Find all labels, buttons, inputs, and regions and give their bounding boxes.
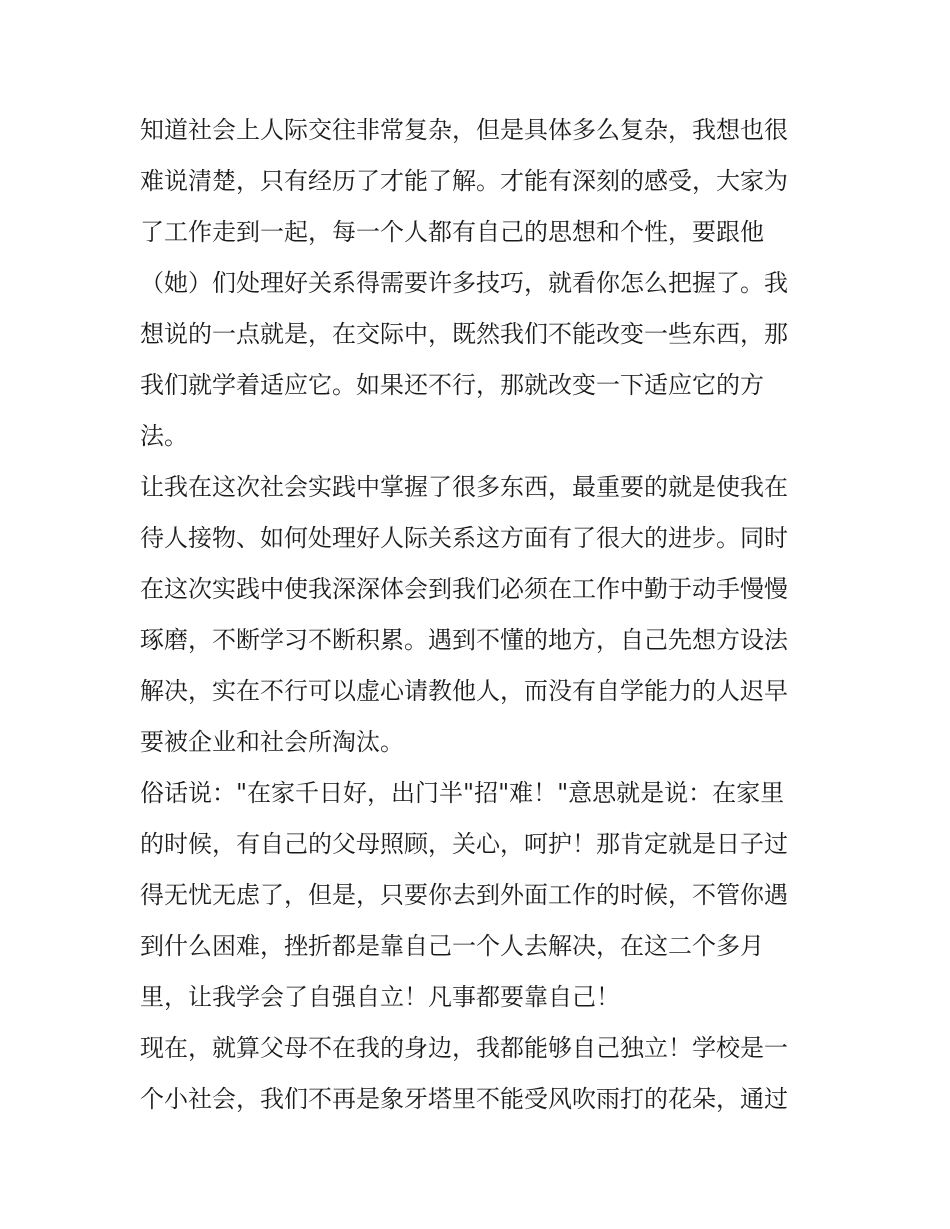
paragraph-3 <box>140 768 812 1023</box>
paragraph-2 <box>140 462 812 768</box>
paragraph-1 <box>140 105 812 462</box>
text-line: 知道社会上人际交往非常复杂，但是具体多么复杂，我想也很 <box>140 116 788 144</box>
text-line: 个小社会，我们不再是象牙塔里不能受风吹雨打的花朵，通过 <box>140 1085 788 1113</box>
text-line: 难说清楚，只有经历了才能了解。才能有深刻的感受，大家为 <box>140 167 788 195</box>
text-line: 我们就学着适应它。如果还不行，那就改变一下适应它的方 <box>140 371 764 399</box>
text-line: 的时候，有自己的父母照顾，关心，呵护！那肯定就是日子过 <box>140 830 788 858</box>
text-line: 里，让我学会了自强自立！凡事都要靠自己！ <box>140 983 620 1011</box>
text-line: 想说的一点就是，在交际中，既然我们不能改变一些东西，那 <box>140 320 788 348</box>
text-line: 了工作走到一起，每一个人都有自己的思想和个性，要跟他 <box>140 218 764 246</box>
paragraph-4 <box>140 1023 812 1125</box>
text-line: 让我在这次社会实践中掌握了很多东西，最重要的就是使我在 <box>140 473 788 501</box>
text-line: 现在，就算父母不在我的身边，我都能够自己独立！学校是一 <box>140 1034 788 1062</box>
document-body <box>140 105 812 1125</box>
text-line: 待人接物、如何处理好人际关系这方面有了很大的进步。同时 <box>140 524 788 552</box>
text-line: （她）们处理好关系得需要许多技巧，就看你怎么把握了。我 <box>140 269 788 297</box>
text-line: 到什么困难，挫折都是靠自己一个人去解决，在这二个多月 <box>140 932 764 960</box>
text-line: 琢磨，不断学习不断积累。遇到不懂的地方，自己先想方设法 <box>140 626 788 654</box>
text-line: 法。 <box>140 422 188 450</box>
text-line: 解决，实在不行可以虚心请教他人，而没有自学能力的人迟早 <box>140 677 788 705</box>
text-line: 俗话说："在家千日好，出门半"招"难！"意思就是说：在家里 <box>140 779 785 807</box>
text-line: 在这次实践中使我深深体会到我们必须在工作中勤于动手慢慢 <box>140 575 788 603</box>
text-line: 得无忧无虑了，但是，只要你去到外面工作的时候，不管你遇 <box>140 881 788 909</box>
text-line: 要被企业和社会所淘汰。 <box>140 728 404 756</box>
